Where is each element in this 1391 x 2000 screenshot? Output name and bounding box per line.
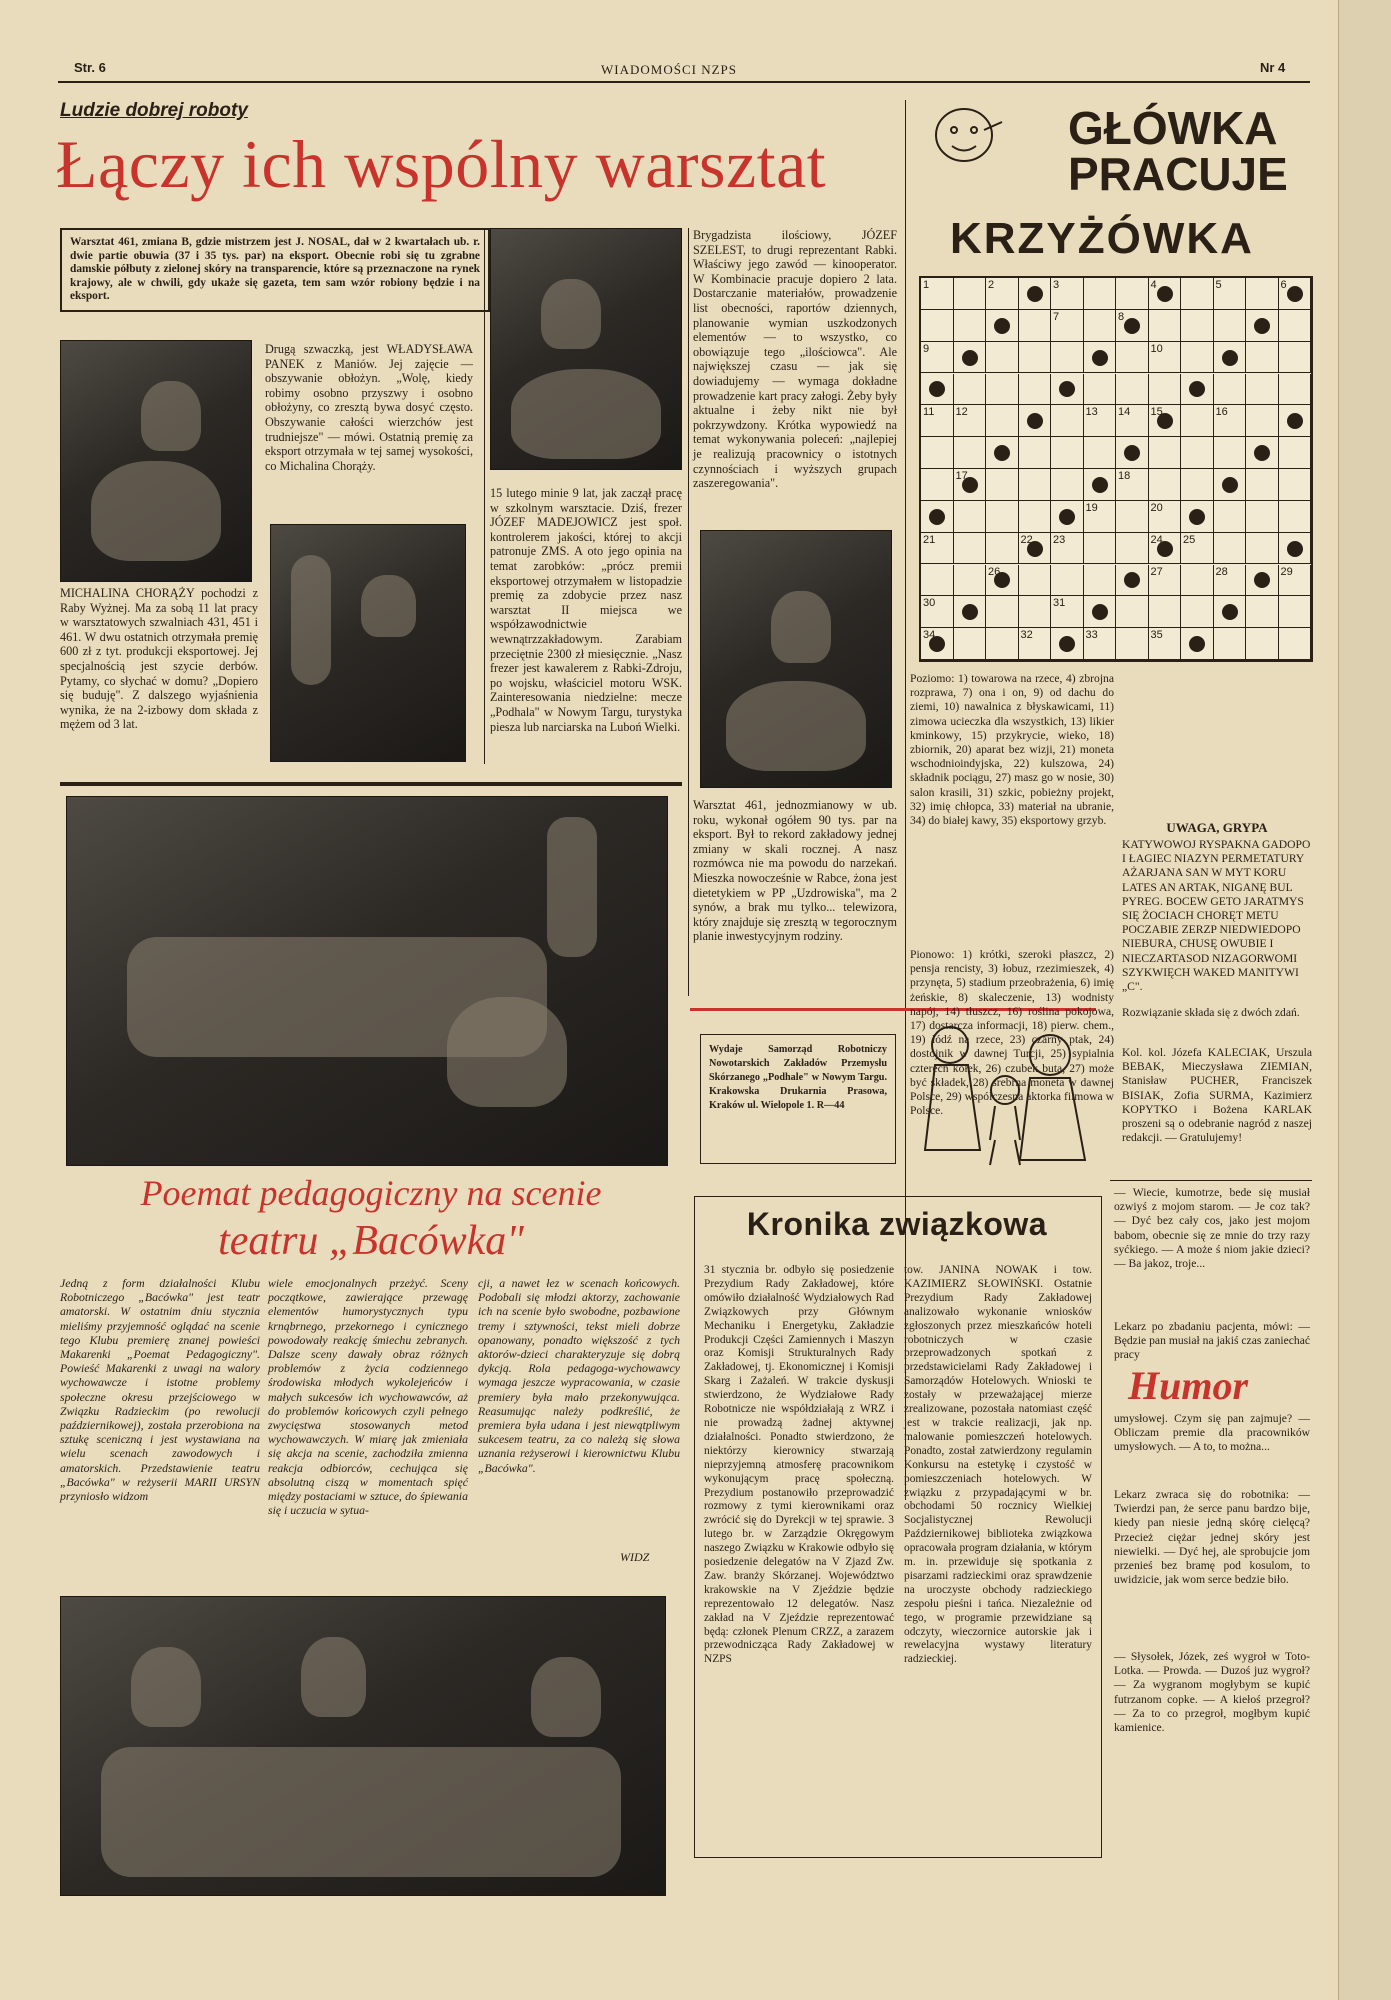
crossword-cell[interactable] xyxy=(1214,374,1247,406)
humor-title: Humor xyxy=(1128,1363,1249,1408)
crossword-cell[interactable] xyxy=(1149,469,1182,501)
crossword-black-dot xyxy=(1287,286,1303,302)
crossword-cell[interactable] xyxy=(1246,342,1279,374)
crossword-number: 16 xyxy=(1215,406,1228,419)
crossword-cell[interactable] xyxy=(1246,405,1279,437)
crossword-cell[interactable] xyxy=(921,469,954,501)
crossword-cell[interactable] xyxy=(1149,374,1182,406)
crossword-cell[interactable] xyxy=(1214,628,1247,660)
crossword-cell[interactable] xyxy=(954,278,987,310)
crossword-cell[interactable] xyxy=(1279,310,1312,342)
winners-list: Kol. kol. Józefa KALECIAK, Urszula BEBAK, Mieczysława ZIEMIAN, Stanisław PUCHER, Franciszek BISIAK, Zofia SURMA, Kazimierz KOPYTKO i Bożena KARLAK proszeni są o odebranie nagród z naszej redakcji. — Gratulujemy! xyxy=(1122,1046,1312,1145)
crossword-number: 12 xyxy=(955,406,968,419)
caption-michalina: MICHALINA CHORĄŻY pochodzi z Raby Wyżnej. Ma za sobą 11 lat pracy w warsztatowych szwalniach 431, 451 i 461. W dwu ostatnich otrzymała premię 600 zł z tyt. produkcji eksportowej. Jej specjalnością jest szycie derbów. Pytamy, co słychać w domu? „Dopiero się buduję". Z dalszego wyjaśnienia wynika, że na 2-izbowy dom składa z mężem od 3 lat. xyxy=(60,586,258,732)
crossword-cell[interactable] xyxy=(1084,533,1117,565)
crossword-cell[interactable] xyxy=(954,310,987,342)
theatre-col-3: cji, a nawet łez w scenach końcowych. Podobali się młodzi aktorzy, zachowanie ich na scenie było swobodne, pozbawione tremy i sztywności, tekst mieli dobrze opanowany, ponadto większość z tych aktorów-dzieci charakteryzuje się dobrą dykcją. Rola pedagoga-wychowawcy wymaga jeszcze wypracowania, w czasie premiery była mało przekonywująca. Reasumując należy podkreślić, że premiera była udana i jest niewątpliwym sukcesem teatru, za co należą się słowa uznania reżyserowi i kierownictwu Klubu „Bacówka". xyxy=(478,1276,680,1475)
joke-4: Lekarz zwraca się do robotnika: — Twierdzi pan, że serce panu bardzo bije, kiedy pan niesie jedną skórę cielęcą? Przecież ciężar jednej skóry jest niewielki. — Dyć hej, ale sprobujcie jom przenieś bez bramę pod kosulom, to uwidzicie, jak wom serce bedzie biło. xyxy=(1114,1488,1310,1587)
crossword-number: 21 xyxy=(923,533,936,546)
crossword-number: 8 xyxy=(1118,310,1125,323)
article-kicker: Ludzie dobrej roboty xyxy=(60,100,248,121)
crossword-number: 17 xyxy=(955,470,968,482)
publisher-box: Wydaje Samorząd Robotniczy Nowotarskich Zakładów Przemysłu Skórzanego „Podhale" w Nowym Targu. Krakowska Drukarnia Prasowa, Kraków ul. Wielopole 1. R—44 xyxy=(700,1034,896,1164)
photo-theatre-stage xyxy=(66,796,668,1166)
crossword-number: 19 xyxy=(1085,501,1098,514)
crossword-black-dot xyxy=(1287,541,1303,557)
crossword-cell[interactable] xyxy=(921,565,954,597)
crossword-black-dot xyxy=(994,318,1010,334)
crossword-number: 6 xyxy=(1280,279,1287,291)
puzzle-mascot-icon xyxy=(924,100,1004,180)
crossword-number: 20 xyxy=(1150,501,1163,514)
theatre-col-1: Jedną z form działalności Klubu Robotniczego „Bacówka" jest teatr amatorski. W ostatnim dniu stycznia mieliśmy przyjemność oglądać na scenie tego Klubu premierę znanej powieści Makarenki „Poemat Pedagogiczny". Powieść Makarenki z uwagi na walory wychowawcze i istotne problemy społeczne okresu przejściowego w Związku Radzieckim (po rewolucji październikowej), została przerobiona na sztukę sceniczną i jest wystawiana na wielu scenach zawodowych i amatorskich. Przedstawienie teatru „Bacówka" w reżyserii MARII URSYN przyniosło widzom xyxy=(60,1276,260,1504)
crossword-number: 32 xyxy=(1020,629,1033,642)
masthead-rule xyxy=(58,81,1310,83)
page-number: Str. 6 xyxy=(74,60,106,75)
crossword-cell[interactable] xyxy=(1019,374,1052,406)
crossword-number: 35 xyxy=(1150,629,1163,642)
crossword-number: 15 xyxy=(1150,406,1163,419)
crossword-cell[interactable] xyxy=(1279,628,1312,660)
crossword-black-dot xyxy=(962,604,978,620)
crossword-black-dot xyxy=(1124,318,1140,334)
crossword-cell[interactable] xyxy=(986,533,1019,565)
crossword-cell[interactable] xyxy=(954,565,987,597)
crossword-cell[interactable] xyxy=(1084,437,1117,469)
crossword-number: 18 xyxy=(1118,470,1131,482)
crossword-title: KRZYŻÓWKA xyxy=(950,214,1254,263)
crossword-black-dot xyxy=(929,509,945,525)
crossword-cell[interactable] xyxy=(1051,437,1084,469)
crossword-cell[interactable] xyxy=(986,374,1019,406)
crossword-cell[interactable] xyxy=(1279,501,1312,533)
theatre-headline-2: teatru „Bacówka" xyxy=(218,1218,524,1264)
crossword-number: 24 xyxy=(1150,533,1163,546)
crossword-black-dot xyxy=(1189,509,1205,525)
crossword-cell[interactable] xyxy=(986,628,1019,660)
crossword-number: 28 xyxy=(1215,565,1228,578)
photo-theatre-actors xyxy=(60,1596,666,1896)
article-headline: Łączy ich wspólny warsztat xyxy=(56,126,827,202)
crossword-cell[interactable] xyxy=(1246,628,1279,660)
crossword-number: 11 xyxy=(923,406,935,419)
joke-2: Lekarz po zbadaniu pacjenta, mówi: — Będzie pan musiał na jakiś czas zaniechać pracy xyxy=(1114,1320,1310,1362)
crossword-black-dot xyxy=(1027,286,1043,302)
issue-number: Nr 4 xyxy=(1260,60,1286,75)
crossword-cell[interactable] xyxy=(1019,437,1052,469)
crossword-cell[interactable] xyxy=(1116,501,1149,533)
text-warsztat-461: Warsztat 461, jednozmianowy w ub. roku, wykonał ogółem 90 tys. par na eksport. Był to rekord zakładowy jednej zmiany w skali rocznej. A nasz rozmówca nie ma powodu do narzekań. Mieszka nowocześnie w Rabce, żona jest dietetykiem w PP „Uzdrowiska", ma 2 synów, a brak mu tylko... telewizora, który znajduje się zresztą w tegorocznym planie inwestycyjnym rodziny. xyxy=(693,798,897,944)
note-text: KATYWOWOJ RYSPAKNA GADOPO I ŁAGIEC NIAZYN PERMETATURY AŻARJANA SAN W MYT KORU LATES AN ARTAK, NIGANĘ BUL PYREG. BOCEW GETO JARATMYS SIĘ ŻOCIACH CHORĘT METU POCZABIE ZERZP NIEDWIEDOPO NIEBURA, CHUSĘ OWUBIE I NIECZARTASOD NIZAGORWOMI SZYKWIĘCH WAKED MANITYWI „C". xyxy=(1122,838,1311,994)
crossword-cell[interactable] xyxy=(1279,342,1312,374)
crossword-number: 1 xyxy=(923,279,930,291)
crossword-cell[interactable] xyxy=(1149,596,1182,628)
kronika-title: Kronika związkowa xyxy=(746,1206,1048,1242)
crossword-cell[interactable] xyxy=(1084,374,1117,406)
solution-note: Rozwiązanie składa się z dwóch zdań. xyxy=(1122,1006,1300,1019)
crossword-cell[interactable] xyxy=(1181,310,1214,342)
article-lead-box: Warsztat 461, zmiana B, gdzie mistrzem jest J. NOSAL, dał w 2 kwartałach ub. r. dwie partie obuwia (37 i 35 tys. par) na eksport. Obecnie robi się tu zgrabne damskie półbuty z zielonej skóry na transparencie, które są przeznaczone na rynek krajowy, ale w chwili, gdy ukaże się gazeta, tem sam wzór robiony będzie i na eksport. xyxy=(60,228,490,312)
photo-wladyslawa xyxy=(270,524,466,762)
crossword-cell[interactable] xyxy=(1116,533,1149,565)
crossword-black-dot xyxy=(1222,350,1238,366)
crossword-cell[interactable] xyxy=(1279,374,1312,406)
crossword-cell[interactable] xyxy=(1279,469,1312,501)
crossword-cell[interactable] xyxy=(1116,342,1149,374)
crossword-black-dot xyxy=(1092,604,1108,620)
crossword-cell[interactable] xyxy=(1019,596,1052,628)
crossword-cell[interactable] xyxy=(1246,278,1279,310)
crossword-cell[interactable] xyxy=(1279,596,1312,628)
crossword-number: 3 xyxy=(1053,279,1060,291)
crossword-cell[interactable] xyxy=(986,501,1019,533)
crossword-number: 27 xyxy=(1150,565,1163,578)
crossword-cell[interactable] xyxy=(1246,596,1279,628)
crossword-cell[interactable] xyxy=(1051,565,1084,597)
kronika-col-2: tow. JANINA NOWAK i tow. KAZIMIERZ SŁOWIŃSKI. Ostatnie Prezydium Rady Zakładowej analizowało wykonanie wniosków zgłoszonych przez mieszkańców hoteli robotniczych w czasie przeprowadzonych spotkań z przedstawicielami Rady Zakładowej i Samorządów Hotelowych. Wnioski te zostały w przeważającej mierze zrealizowane, pozostała natomiast część jest w trakcie realizacji, jak np. malowanie pomieszczeń hotelowych. Ponadto, został zatwierdzony regulamin Konkursu na estetykę i czystość w pomieszczeniach hotelowych. W związku z przypadającymi w br. obchodami 50 rocznicy Wielkiej Socjalistycznej Rewolucji Październikowej biblioteka związkowa opracowała program działania, w którym m. in. przewiduje się spotkania z pisarzami radzieckimi oraz sprawdzenie na uroczyste obchody radzieckiego zespołu pieśni i tańca. Niezależnie od tego, w programie przewidziane są odczyty, wieczornice autorskie jak i rewelacyjna wystawy literatury radzieckiej. xyxy=(904,1264,1092,1666)
crossword-cell[interactable] xyxy=(1246,533,1279,565)
crossword-cell[interactable] xyxy=(1051,469,1084,501)
crossword-cell[interactable] xyxy=(1181,405,1214,437)
crossword-cell[interactable] xyxy=(1246,469,1279,501)
crossword-number: 33 xyxy=(1085,629,1098,642)
photo-madejowicz xyxy=(490,228,682,470)
puzzle-banner-1: GŁÓWKA xyxy=(1068,102,1278,154)
crossword-black-dot xyxy=(1059,509,1075,525)
crossword-number: 7 xyxy=(1053,310,1060,323)
crossword-number: 34 xyxy=(923,629,936,642)
crossword-black-dot xyxy=(1027,413,1043,429)
crossword-clues-across: Poziomo: 1) towarowa na rzece, 4) zbrojna rozprawa, 7) ona i on, 9) od dachu do ziemi, 10) nawalnica z błyskawicami, 11) zimowa ucieczka dla wszystkich, 13) likier kminkowy, 15) przykrycie, wieko, 18) zbiornik, 20) aparat bez wizji, 21) moneta wschodnioindyjska, 22) kulszowa, 24) składnik pociągu, 27) masz go w nosie, 30) salon krasili, 31) szkic, pobieżny projekt, 32) imię chłopca, 33) materiał na ubranie, 34) do białej kawy, 35) eksportowy grzyb. xyxy=(910,672,1114,828)
crossword-number: 31 xyxy=(1053,597,1066,610)
crossword-cell[interactable] xyxy=(1051,342,1084,374)
photo-szelest xyxy=(700,530,892,788)
crossword-cell[interactable] xyxy=(1019,310,1052,342)
crossword-cell[interactable] xyxy=(1181,437,1214,469)
crossword-number: 30 xyxy=(923,597,936,610)
crossword-cell[interactable] xyxy=(1246,501,1279,533)
crossword-number: 14 xyxy=(1118,406,1131,419)
crossword-cell[interactable] xyxy=(1181,469,1214,501)
crossword-cell[interactable] xyxy=(1084,565,1117,597)
crossword-cell[interactable] xyxy=(1019,565,1052,597)
crossword-cell[interactable] xyxy=(1116,374,1149,406)
neighbouring-page-edge xyxy=(1338,0,1391,2000)
crossword-number: 5 xyxy=(1215,279,1222,291)
crossword-cell[interactable] xyxy=(921,310,954,342)
crossword-cell[interactable] xyxy=(954,501,987,533)
crossword-cell[interactable] xyxy=(1149,437,1182,469)
crossword-cell[interactable] xyxy=(1051,405,1084,437)
crossword-cell[interactable] xyxy=(954,628,987,660)
crossword-black-dot xyxy=(1222,477,1238,493)
masthead-title: WIADOMOŚCI NZPS xyxy=(601,62,737,77)
crossword-cell[interactable] xyxy=(1116,628,1149,660)
crossword-clues-down: Pionowo: 1) krótki, szeroki płaszcz, 2) pensja rencisty, 3) łobuz, rzezimieszek, 4) przynęta, 5) stadium przeobrażenia, 6) imię żeńskie, 8) skaleczenie, 13) wodnisty napój, 14) tłuszcz, 16) roślina pokojowa, 17) dostarcza informacji, 18) pierw. chem., 19) łódź na rzece, 23) czarny ptak, 24) dostojnik w dawnej Turcji, 25) sypialnia czterech kółek, 26) czubek buta, 27) może być składek, 28) srebrna moneta w dawnej Polsce, 29) wspólczesna aktorka filmowa w Polsce. xyxy=(910,948,1114,1118)
text-szelest: Brygadzista ilościowy, JÓZEF SZELEST, to drugi reprezentant Rabki. Właściwy jego zawód — kinooperator. W Kombinacie pracuje dopiero 2 lata. Dostarczanie materiałów, prowadzenie list obecności, raportów dziennych, planowanie wymian uszkodzonych elementów — to wszystko, co obowiązuje tego „ilościowca". Ale największej czasu — jak się dowiadujemy — wymaga dokładne prowadzenie kart pracy załogi. Żeby były aktualne i żeby nikt nie był pokrzywdzony. Krótka wypowiedź na temat wykonywania poleceń: „najlepiej je realizują pracownicy o istotnych czynnościach i wyższych grupach zaszeregowania". xyxy=(693,228,897,491)
crossword-black-dot xyxy=(1287,413,1303,429)
theatre-headline-1: Poemat pedagogiczny na scenie xyxy=(140,1173,602,1213)
crossword-number: 2 xyxy=(988,279,995,291)
joke-5: — Słysołek, Józek, ześ wygroł w Toto-Lotka. — Prowda. — Duzoś juz wygroł? — Za wygranom mogłybym se kupić futrzanom copke. — A kiełoś przegroł? — Za to co przegroł, mogłbym kupić kamienice. xyxy=(1114,1650,1310,1735)
crossword-black-dot xyxy=(1092,350,1108,366)
crossword-cell[interactable] xyxy=(1181,278,1214,310)
crossword-cell[interactable] xyxy=(1279,437,1312,469)
crossword-black-dot xyxy=(1157,286,1173,302)
theatre-signature: WIDZ xyxy=(620,1550,650,1564)
crossword-number: 29 xyxy=(1280,565,1293,578)
crossword-number: 25 xyxy=(1183,533,1196,546)
crossword-black-dot xyxy=(1254,318,1270,334)
crossword-number: 4 xyxy=(1150,279,1157,291)
crossword-number: 13 xyxy=(1085,406,1098,419)
crossword-number: 26 xyxy=(988,565,1001,578)
crossword-cell[interactable] xyxy=(986,469,1019,501)
crossword-cell[interactable] xyxy=(1019,469,1052,501)
crossword-cell[interactable] xyxy=(1214,310,1247,342)
crossword-cell[interactable] xyxy=(1181,565,1214,597)
crossword-cell[interactable] xyxy=(1149,310,1182,342)
crossword-cell[interactable] xyxy=(1019,342,1052,374)
puzzle-banner-2: PRACUJE xyxy=(1068,148,1288,200)
crossword-cell[interactable] xyxy=(1116,278,1149,310)
crossword-cell[interactable] xyxy=(1181,596,1214,628)
crossword-cell[interactable] xyxy=(1246,374,1279,406)
crossword-cell[interactable] xyxy=(1214,437,1247,469)
crossword-cell[interactable] xyxy=(921,437,954,469)
crossword-cell[interactable] xyxy=(986,405,1019,437)
crossword-cell[interactable] xyxy=(986,596,1019,628)
crossword-cell[interactable] xyxy=(954,533,987,565)
crossword-number: 10 xyxy=(1150,342,1163,355)
crossword-cell[interactable] xyxy=(1214,501,1247,533)
crossword-number: 9 xyxy=(923,342,930,355)
kronika-col-1: 31 stycznia br. odbyło się posiedzenie Prezydium Rady Zakładowej, które omówiło działalność Wydziałowych Rad Związkowych przy Głównym Mechaniku i Energetyku, Zakładzie Produkcji Części Zamiennych i Maszyn oraz Komisji Strukturalnych Rady Zakładowej, tj. Ekonomicznej i Komisji Skarg i Zażaleń. W trakcie dyskusji stwierdzono, że Wydziałowe Rady Robotnicze nie współdziałają z WRZ i nie prowadzą żadnej aktywnej działalności. Ponadto stwierdzono, że niektórzy kierownicy stwarzają nieprzyjemną atmosferę pracownikom wykonującym pracę społeczną. Prezydium postanowiło przeprowadzić rozmowy z tymi kierownikami oraz zwrócić się do Dyrekcji w tej sprawie. 3 lutego br. w Zarządzie Okręgowym naszego Związku w Krakowie odbyło się posiedzenie delegatów na V Zjazd Zw. Zaw. branży Skórzanej. Województwo krakowskie na V Zjeździe będzie reprezentowało 12 delegatów. Nasz zakład na V Zjeździe reprezentować będą: członek Plenum CRZZ, a zarazem przewodnicząca Rady Zakładowej w NZPS xyxy=(704,1264,894,1666)
crossword-cell[interactable] xyxy=(1084,278,1117,310)
crossword-cell[interactable] xyxy=(1214,533,1247,565)
photo-michalina xyxy=(60,340,252,582)
text-wladyslawa: Drugą szwaczką, jest WŁADYSŁAWA PANEK z Maniów. Jej zajęcie — obszywanie obłożyn. „Wolę, kiedy robimy osobno przyszwy i osobno obłożyny, co zresztą bywa dosyć często. Obszywanie całości wierzchów jest trudniejsze" — mówi. Ostatnią premię za eksport otrzymała w tej samej wysokości, co Michalina Chorąży. xyxy=(265,342,473,473)
crossword-cell[interactable] xyxy=(1116,596,1149,628)
crossword-number: 23 xyxy=(1053,533,1066,546)
crossword-cell[interactable] xyxy=(954,437,987,469)
crossword-black-dot xyxy=(962,350,978,366)
crossword-number: 22 xyxy=(1020,533,1033,546)
crossword-cell[interactable] xyxy=(1019,501,1052,533)
crossword-cell[interactable] xyxy=(1084,310,1117,342)
text-madejowicz: 15 lutego minie 9 lat, jak zaczął pracę w szkolnym warsztacie. Dziś, frezer JÓZEF MADEJOWICZ jest społ. kontrolerem jakości, której to akcji patronuje ZMS. A oto jego opinia na temat zarobków: „prócz premii eksportowej otrzymałem w listopadzie premię za zdobycie przez nasz warsztat II miejsca we współzawodnictwie wewnątrzzakładowym. Zarabiam przeciętnie 2300 zł miesięcznie. „Nasz frezer jest kawalerem z Rabki-Zdroju, po wojsku, właściciel motoru WSK. Zainteresowania niedzielne: mecze „Podhala" w Nowym Targu, turystyka piesza lub narciarska na Luboń Wielki. xyxy=(490,486,682,734)
crossword-black-dot xyxy=(1222,604,1238,620)
crossword-black-dot xyxy=(1092,477,1108,493)
note-title: UWAGA, GRYPA xyxy=(1166,820,1268,835)
theatre-col-2: wiele emocjonalnych przeżyć. Sceny początkowe, zawierające przewagę elementów humorystycznych typu krnąbrnego, przekornego i cynicznego powodowały reakcję śmiechu zebranych. Dalsze sceny dawały obraz różnych problemów z życia codziennego środowiska młodych wykolejeńców i małych sukcesów ich wychowawców, aż do problemów końcowych czyli pełnego zwycięstwa stosowanych metod wychowawczych. W miarę jak zmieniała się akcja na scenie, zachodziła zmienna reakcja odbiorców, cechująca się absolutną ciszą w momentach spięć między postaciami w sztuce, do śpiewania się i uczucia w sytua- xyxy=(268,1276,468,1518)
joke-1: — Wiecie, kumotrze, bede się musiał ozwiyś z mojom starom. — Je coz tak? — Dyć bez cały cos, jako jest mojom babom, obecnie się ze mnie do trzy razy syćkiego. — A może ś niom jakie dzieci? — Ba jakoz, troje... xyxy=(1114,1186,1310,1271)
crossword-cell[interactable] xyxy=(954,374,987,406)
crossword-cell[interactable] xyxy=(986,342,1019,374)
crossword-cell[interactable] xyxy=(1181,342,1214,374)
joke-3: umysłowej. Czym się pan zajmuje? — Obliczam premie dla pracowników umysłowych. — A to, to można... xyxy=(1114,1412,1310,1454)
crossword-grid[interactable] xyxy=(919,276,1313,662)
